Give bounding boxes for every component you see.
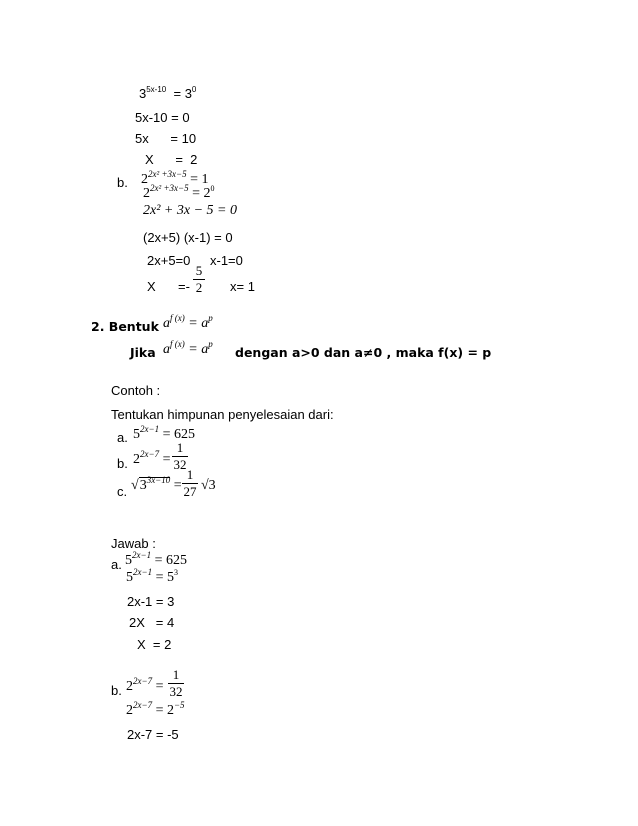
jawab-title: Jawab : [111,536,156,551]
part-b-eq-6a: X [147,279,156,294]
part-b-eq-4: (2x+5) (x-1) = 0 [143,230,233,245]
jawab-a-eq-5: X = 2 [137,637,172,652]
jawab-a-eq-2: $5^{2x-1} = 5^3$ [126,567,178,585]
eq-line-2: 5x-10 = 0 [135,110,190,125]
part-b-eq-5a: 2x+5=0 [147,253,191,268]
eq-line-4: X = 2 [145,152,198,167]
fraction-1-over-27: 1 27 [183,467,197,499]
section-2-heading-formula: $a^{f (x)} = a^p$ [163,313,213,331]
contoh-instruction: Tentukan himpunan penyelesaian dari: [111,407,334,422]
jika-text: dengan a>0 dan a≠0 , maka f(x) = p [235,345,492,360]
jawab-b-label: b. [111,683,122,698]
jawab-b-eq-3: 2x-7 = -5 [127,727,179,742]
jawab-a-eq-3: 2x-1 = 3 [127,594,175,609]
fraction-1-over-32-b: 1 32 [169,667,183,699]
contoh-b-eq: $2^{2x-7}$ = [133,449,171,467]
contoh-c-eq: $√3^{3x-10}$ = [131,475,182,493]
part-b-eq-1: $2^{2x^2 +3x-5} = 1$ [141,169,209,187]
part-b-eq-5b: x-1=0 [210,253,243,268]
jawab-a-label: a. [111,557,122,572]
contoh-c-rhs: √3 [201,478,216,493]
contoh-a-label: a. [117,430,128,445]
jawab-b-eq-1: $2^{2x-7}$ = [126,676,164,694]
part-b-eq-6-eq: =- [178,279,190,294]
part-b-eq-2: $2^{2x^2 +3x-5} = 2^0$ [143,183,215,201]
eq-line-3: 5x = 10 [135,131,197,146]
section-2-heading: 2. Bentuk [91,319,159,334]
eq-line-1: $3^{5x-10} = 3^0$ [139,85,197,101]
jawab-a-eq-1: $5^{2x-1} = 625$ [125,550,187,568]
jawab-b-eq-2: $2^{2x-7} = 2^{-5}$ [126,700,185,718]
fraction-1-over-32-a: 1 32 [173,440,187,472]
part-b-eq-3: 2x² + 3x − 5 = 0 [143,203,237,218]
contoh-b-label: b. [117,456,128,471]
jawab-a-eq-4: 2X = 4 [129,615,175,630]
part-b-eq-6b: x= 1 [230,279,255,294]
jika-formula: $a^{f (x)} = a^p$ [163,339,213,357]
contoh-title: Contoh : [111,383,161,398]
contoh-c-label: c. [117,484,128,499]
fraction-5-over-2: 5 2 [193,264,205,295]
part-b-label: b. [117,175,128,190]
contoh-a-eq: $5^{2x-1} = 625$ [133,424,195,442]
jika-label: Jika [130,345,156,360]
